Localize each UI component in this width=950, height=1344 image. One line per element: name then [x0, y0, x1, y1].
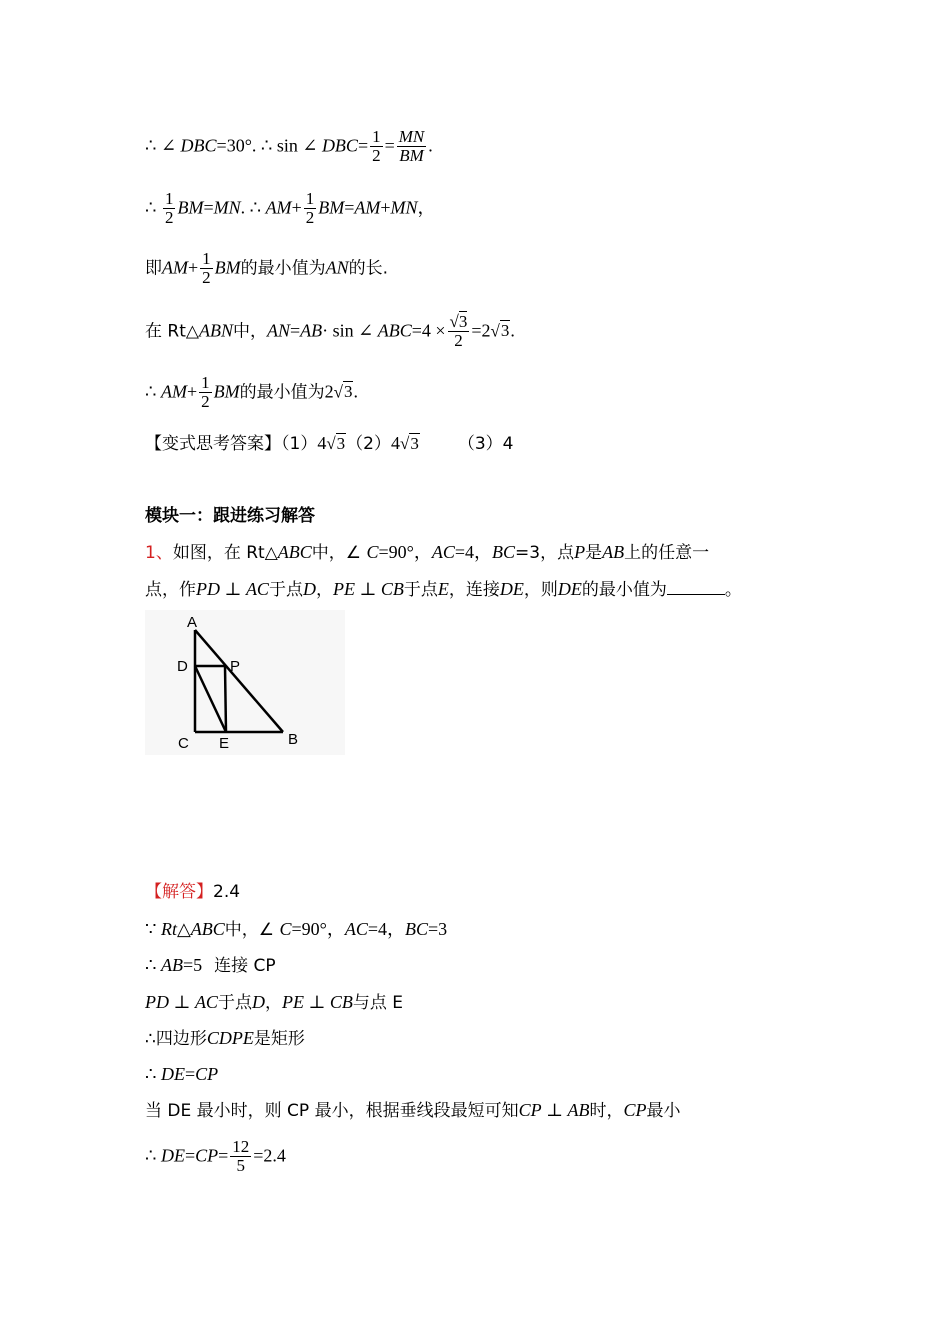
fraction — [397, 128, 427, 165]
denominator: 2 — [201, 391, 210, 411]
numerator: 1 — [372, 127, 381, 146]
text: 时， — [589, 1101, 624, 1121]
line-5 — [145, 374, 358, 411]
text: ⊥ — [169, 992, 195, 1012]
denominator: 2 — [372, 145, 381, 165]
radicand: 3 — [410, 434, 419, 453]
text: ⊥ — [220, 579, 246, 599]
text: = — [384, 135, 395, 156]
text: + — [380, 197, 391, 218]
text: =4 × — [411, 320, 446, 341]
math: AC — [344, 919, 368, 939]
math: CB — [380, 579, 404, 599]
sqrt: √3 — [490, 321, 510, 341]
math: AN — [325, 257, 349, 278]
sqrt: √3 — [333, 382, 353, 402]
text: = — [357, 135, 369, 156]
question-number: 1、 — [145, 543, 173, 563]
text: ，连接 — [448, 580, 500, 600]
numerator: 1 — [201, 373, 210, 392]
math: DBC — [180, 135, 217, 156]
section-heading — [145, 508, 315, 525]
denominator: 2 — [202, 267, 211, 287]
radicand: 3 — [458, 312, 468, 331]
text: . — [353, 381, 358, 402]
radicand: 3 — [336, 434, 346, 453]
line-3 — [145, 250, 388, 287]
math: CB — [329, 992, 353, 1012]
math: CP — [518, 1100, 542, 1120]
math: CDPE — [206, 1028, 254, 1048]
math: BC — [405, 919, 429, 939]
answer-label: 【解答】 — [145, 882, 213, 902]
fraction — [199, 374, 212, 411]
math: CP — [195, 1064, 219, 1084]
label-p: P — [230, 658, 241, 675]
math: MN — [390, 197, 418, 218]
text: 最小 — [646, 1101, 681, 1121]
fraction — [163, 190, 176, 227]
numerator: 1 — [305, 189, 315, 208]
text: ⊥ — [303, 992, 330, 1012]
math: D — [251, 992, 265, 1012]
line-4 — [145, 313, 515, 350]
text: ∴ — [145, 1064, 161, 1084]
text: 当 DE 最小时，则 CP 最小，根据垂线段最短可知 — [145, 1101, 519, 1121]
math: AM — [160, 381, 187, 402]
fraction — [230, 1138, 251, 1175]
text: 于点 — [268, 580, 303, 600]
text: 2 — [324, 381, 334, 402]
math: AB — [300, 320, 323, 341]
numerator: 1 — [202, 249, 211, 268]
text: = — [218, 1145, 229, 1166]
text: . ∴ — [240, 197, 266, 218]
line-6 — [145, 434, 513, 453]
text: = — [289, 320, 301, 341]
label-b: B — [288, 731, 299, 748]
text: =4， — [367, 919, 405, 939]
text: ∴四边形 — [145, 1029, 207, 1049]
math: CP — [623, 1100, 647, 1120]
text: 上的任意一 — [624, 543, 710, 563]
fraction — [370, 128, 383, 165]
text: ∴ — [145, 1145, 161, 1166]
text: 的最小值为 — [581, 580, 667, 600]
segment-pe — [225, 666, 226, 732]
text: （3）4 — [457, 434, 514, 454]
text: ⊥ — [541, 1100, 568, 1120]
text: . — [510, 320, 515, 341]
text: 点，作 — [145, 580, 196, 600]
math: AC — [245, 579, 269, 599]
text: ，则 — [523, 580, 558, 600]
text: 【变式思考答案】（1） — [145, 434, 318, 454]
text: =4， — [454, 542, 492, 562]
answer-heading — [145, 884, 240, 901]
text: 模块一：跟进练习解答 — [145, 506, 315, 526]
answer-blank — [667, 580, 725, 595]
text: ∴ ∠ — [145, 135, 181, 156]
text: =90°， — [291, 919, 345, 939]
sqrt: √3 — [326, 434, 346, 453]
numerator: MN — [398, 127, 425, 146]
text: 中， — [232, 321, 267, 342]
math: AM — [354, 197, 381, 218]
text: 4 — [317, 433, 327, 453]
text: 连接 CP — [214, 956, 276, 976]
math: AC — [194, 992, 218, 1012]
math: P — [574, 542, 586, 562]
text: 的最小值为 — [239, 382, 325, 403]
math: AM — [162, 257, 188, 278]
triangle-figure — [145, 610, 345, 755]
math: PE — [332, 579, 355, 599]
math: PE — [281, 992, 304, 1012]
text: 中，∠ — [311, 543, 367, 563]
math: Rt — [160, 919, 177, 939]
text: = — [203, 197, 214, 218]
text: 的最小值为 — [240, 258, 326, 279]
text: = — [184, 1145, 196, 1166]
sqrt: √3 — [400, 434, 419, 453]
text: 在 Rt△ — [145, 321, 199, 342]
text: ∴ — [145, 955, 161, 975]
text: 的长. — [348, 258, 389, 279]
solution-line-2 — [145, 956, 276, 975]
math: C — [279, 919, 292, 939]
text: △ — [176, 919, 191, 939]
denominator: 2 — [164, 207, 174, 227]
radicand: 3 — [343, 382, 353, 402]
radicand: 3 — [500, 321, 510, 341]
text: =30°. ∴ sin ∠ — [216, 135, 322, 156]
math: DE — [557, 579, 582, 599]
math: BM — [214, 257, 241, 278]
math: AB — [160, 955, 183, 975]
answer-value: 2.4 — [213, 882, 241, 902]
text: ∴ — [145, 381, 161, 402]
text: =3，点 — [515, 543, 575, 563]
math: DE — [499, 579, 524, 599]
math: MN — [213, 197, 241, 218]
text: = — [184, 1064, 196, 1084]
denominator: 2 — [305, 207, 315, 227]
math: D — [302, 579, 316, 599]
math: DE — [160, 1064, 185, 1084]
text: ， — [264, 993, 282, 1013]
math: BC — [492, 542, 516, 562]
text: 。 — [724, 580, 742, 600]
text: 如图，在 Rt△ — [172, 543, 278, 563]
solution-line-4 — [145, 1029, 305, 1048]
math: E — [437, 579, 449, 599]
text: 中，∠ — [224, 920, 280, 940]
text: ∴ — [145, 197, 161, 218]
line-2 — [145, 190, 436, 227]
text: 即 — [145, 258, 162, 279]
label-a: A — [187, 614, 198, 631]
math: AN — [266, 320, 290, 341]
text: =2 — [471, 320, 491, 341]
text: 与点 E — [352, 993, 404, 1013]
text: 是 — [585, 543, 603, 563]
text: ∵ — [145, 919, 161, 939]
numerator: 12 — [232, 1137, 250, 1156]
math: ABC — [377, 320, 412, 341]
solution-line-5 — [145, 1065, 218, 1084]
fraction — [304, 190, 317, 227]
math: ABC — [277, 542, 312, 562]
text: 4 — [391, 433, 400, 453]
denominator: 2 — [454, 330, 463, 350]
math: ABN — [198, 320, 233, 341]
text: 于点 — [403, 580, 438, 600]
math: DE — [160, 1145, 185, 1166]
label-d: D — [177, 658, 188, 675]
math: AB — [567, 1100, 590, 1120]
text: =5 — [182, 955, 203, 975]
numerator: 1 — [164, 189, 174, 208]
denominator: 5 — [236, 1155, 246, 1175]
math: PD — [145, 992, 169, 1012]
text: 于点 — [217, 993, 252, 1013]
fraction — [448, 313, 470, 350]
text: . — [428, 135, 433, 156]
text: · sin ∠ — [322, 320, 378, 341]
text: （2） — [346, 434, 391, 454]
text: + — [186, 381, 198, 402]
solution-line-6 — [145, 1101, 681, 1120]
label-e: E — [219, 735, 230, 752]
text: + — [291, 197, 302, 218]
text: ， — [315, 580, 333, 600]
math: BM — [318, 197, 345, 218]
question-line-1 — [145, 543, 709, 562]
solution-line-3 — [145, 993, 403, 1012]
denominator: BM — [399, 145, 424, 165]
text: ⊥ — [354, 579, 381, 599]
text: ， — [417, 197, 436, 218]
math: CP — [195, 1145, 219, 1166]
math: C — [366, 542, 379, 562]
solution-line-1 — [145, 920, 447, 939]
line-1 — [145, 128, 433, 165]
solution-line-7 — [145, 1138, 286, 1175]
text: =3 — [428, 919, 448, 939]
text: + — [188, 257, 199, 278]
question-line-2 — [145, 580, 742, 599]
fraction — [200, 250, 213, 287]
numerator: √3 — [449, 312, 468, 331]
label-c: C — [178, 735, 189, 752]
math: AC — [431, 542, 455, 562]
math: AM — [265, 197, 292, 218]
text: =90°， — [378, 542, 432, 562]
math: AB — [602, 542, 625, 562]
math: ABC — [190, 919, 225, 939]
text: 是矩形 — [253, 1029, 305, 1049]
text: =2.4 — [253, 1145, 286, 1166]
math: DBC — [321, 135, 358, 156]
math: BM — [213, 381, 240, 402]
math: BM — [177, 197, 204, 218]
math: PD — [196, 579, 220, 599]
text: = — [344, 197, 355, 218]
